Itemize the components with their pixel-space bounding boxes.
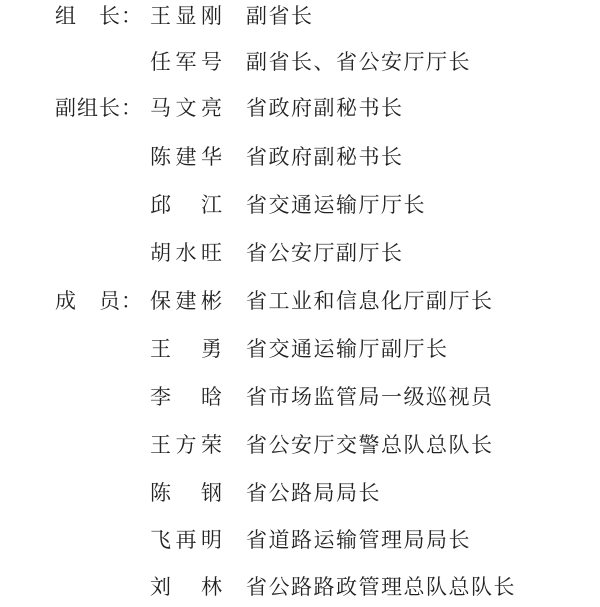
- member-title: 省政府副秘书长: [246, 145, 404, 169]
- member-row: [0, 137, 600, 177]
- member-row: [0, 185, 600, 225]
- member-title: 省工业和信息化厅副厅长: [246, 289, 494, 313]
- role-label: 成 员：: [55, 289, 143, 313]
- member-title: 副省长、省公安厅厅长: [246, 50, 471, 74]
- member-row: [0, 281, 600, 321]
- member-title: 省政府副秘书长: [246, 96, 404, 120]
- member-title: 省交通运输厅厅长: [246, 193, 426, 217]
- member-title: 省市场监管局一级巡视员: [246, 385, 494, 409]
- member-name: 陈建华: [150, 145, 222, 169]
- member-title: 省道路运输管理局局长: [246, 528, 471, 552]
- member-title: 省公安厅副厅长: [246, 241, 404, 265]
- member-name: 飞再明: [150, 528, 222, 552]
- member-row: [0, 42, 600, 82]
- member-name: 保建彬: [150, 289, 222, 313]
- member-name: 马文亮: [150, 96, 222, 120]
- member-name: 胡水旺: [150, 241, 222, 265]
- role-label: 组 长：: [55, 4, 143, 28]
- member-row: [0, 233, 600, 273]
- member-row: [0, 567, 600, 607]
- member-name: 李晗: [150, 385, 222, 409]
- member-row: [0, 0, 600, 36]
- member-row: [0, 329, 600, 369]
- member-name: 陈钢: [150, 481, 222, 505]
- member-name: 王方荣: [150, 433, 222, 457]
- member-name: 王勇: [150, 337, 222, 361]
- member-row: [0, 88, 600, 128]
- member-row: [0, 377, 600, 417]
- member-title: 副省长: [246, 4, 314, 28]
- member-name: 邱江: [150, 193, 222, 217]
- member-name: 王显刚: [150, 4, 222, 28]
- member-title: 省交通运输厅副厅长: [246, 337, 449, 361]
- role-label: 副组长：: [55, 96, 143, 120]
- member-title: 省公安厅交警总队总队长: [246, 433, 494, 457]
- member-row: [0, 473, 600, 513]
- member-row: [0, 425, 600, 465]
- member-title: 省公路局局长: [246, 481, 381, 505]
- member-name: 任军号: [150, 50, 222, 74]
- member-title: 省公路路政管理总队总队长: [246, 575, 516, 599]
- member-name: 刘林: [150, 575, 222, 599]
- member-row: [0, 520, 600, 560]
